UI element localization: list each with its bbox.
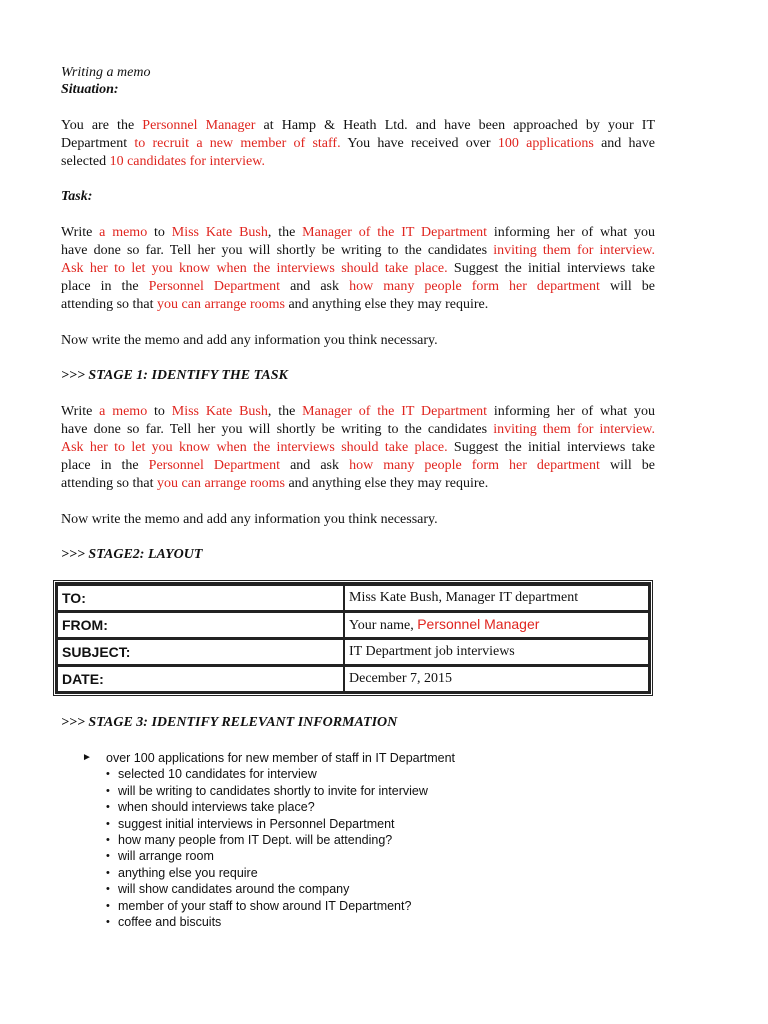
to-label: TO:: [57, 584, 344, 611]
date-value: December 7, 2015: [344, 665, 649, 692]
task-label: Task:: [61, 189, 93, 204]
task-line: Ask her to let you know when the interviews should take place. Suggest the initial interviews take: [61, 261, 656, 276]
stage3-heading: >>> STAGE 3: IDENTIFY RELEVANT INFORMATION: [61, 715, 398, 730]
subject-label: SUBJECT:: [57, 638, 344, 665]
list-item: • will be writing to candidates shortly to invite for interview: [106, 783, 428, 798]
task-paragraph: [61, 224, 655, 314]
bullet-icon: •: [106, 850, 110, 863]
list-item: • will show candidates around the company: [106, 882, 350, 897]
stage1-now-write-instruction: Now write the memo and add any information you think necessary.: [61, 512, 438, 527]
list-item: • selected 10 candidates for interview: [106, 767, 317, 782]
situation-line: Department to recruit a new member of staff. You have received over 100 applications and have: [61, 136, 655, 151]
task-line: have done so far. Tell her you will shortly be writing to the candidates inviting them for interview.: [61, 243, 656, 258]
bullet-icon: •: [106, 768, 110, 781]
memo-header-table: [55, 582, 651, 694]
list-item: • anything else you require: [106, 865, 258, 880]
stage2-heading: >>> STAGE2: LAYOUT: [61, 547, 203, 562]
list-item: • how many people from IT Dept. will be attending?: [106, 832, 393, 847]
task-line: Write a memo to Miss Kate Bush, the Manager of the IT Department informing her of what you: [61, 404, 656, 419]
writing-title: Writing a memo: [61, 65, 151, 80]
bullet-icon: •: [106, 817, 110, 830]
memo-row-subject: [57, 638, 649, 665]
from-label: FROM:: [57, 611, 344, 638]
now-write-instruction: Now write the memo and add any information you think necessary.: [61, 333, 438, 348]
situation-line: selected 10 candidates for interview.: [61, 154, 265, 169]
relevant-info-list: [82, 750, 455, 930]
memo-row-date: [57, 665, 649, 692]
task-line: Ask her to let you know when the interviews should take place. Suggest the initial interviews take: [61, 440, 656, 455]
subject-value: IT Department job interviews: [344, 638, 649, 665]
bullet-icon: •: [106, 915, 110, 928]
bullet-icon: •: [106, 784, 110, 797]
date-label: DATE:: [57, 665, 344, 692]
list-item: • will arrange room: [106, 849, 214, 864]
task-line: place in the Personnel Department and ask how many people form her department will be: [61, 279, 655, 294]
stage1-heading: >>> STAGE 1: IDENTIFY THE TASK: [61, 368, 288, 383]
bullet-icon: •: [106, 833, 110, 846]
memo-row-from: [57, 611, 649, 638]
list-item: • suggest initial interviews in Personnel Department: [106, 816, 395, 831]
list-item: • coffee and biscuits: [106, 914, 222, 929]
bullet-icon: •: [106, 801, 110, 814]
bullet-icon: •: [106, 883, 110, 896]
list-item: • when should interviews take place?: [106, 800, 315, 815]
situation-line: You are the Personnel Manager at Hamp & Heath Ltd. and have been approached by your IT: [61, 118, 656, 133]
task-line: attending so that you can arrange rooms and anything else they may require.: [61, 476, 489, 491]
list-item: • member of your staff to show around IT Department?: [106, 898, 412, 913]
triangle-bullet-icon: ►: [82, 752, 92, 763]
situation-label: Situation:: [61, 82, 119, 97]
task-line: Write a memo to Miss Kate Bush, the Manager of the IT Department informing her of what you: [61, 225, 656, 240]
memo-row-to: [57, 584, 649, 611]
bullet-icon: •: [106, 899, 110, 912]
task-line: attending so that you can arrange rooms and anything else they may require.: [61, 297, 489, 312]
stage1-task-paragraph: [61, 403, 655, 493]
list-item: ► over 100 applications for new member of staff in IT Department: [82, 751, 456, 765]
task-line: place in the Personnel Department and ask how many people form her department will be: [61, 458, 655, 473]
from-value: Your name, Personnel Manager: [344, 611, 649, 638]
situation-paragraph: [61, 117, 655, 171]
task-line: have done so far. Tell her you will shortly be writing to the candidates inviting them for interview.: [61, 422, 656, 437]
bullet-icon: •: [106, 866, 110, 879]
to-value: Miss Kate Bush, Manager IT department: [344, 584, 649, 611]
